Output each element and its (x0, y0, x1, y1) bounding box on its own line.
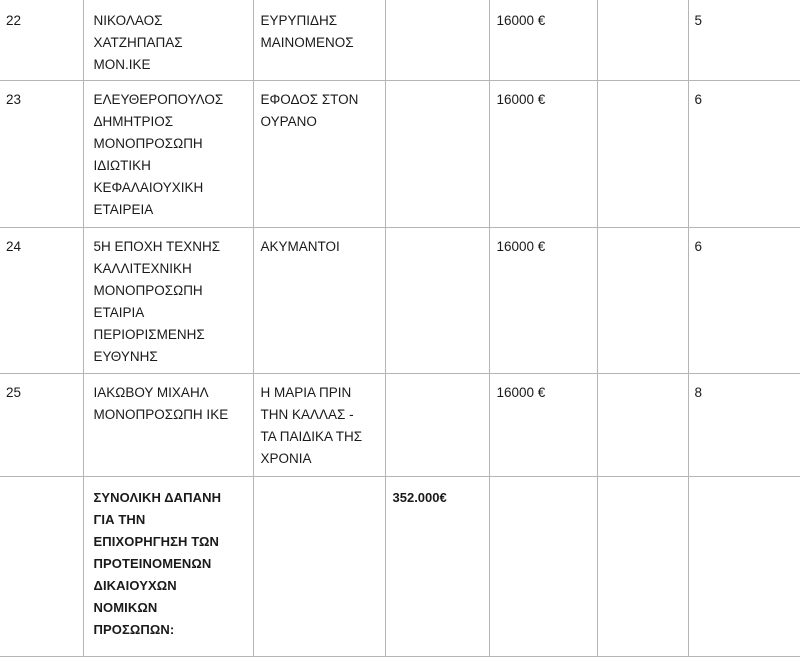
table-row (0, 374, 800, 477)
empty-cell (385, 374, 489, 477)
project-title: ΑΚΥΜΑΝΤΟΙ (253, 228, 385, 374)
project-title: ΕΥΡΥΠΙΔΗΣ ΜΑΙΝΟΜΕΝΟΣ (253, 0, 385, 81)
grant-amount: 16000 € (489, 81, 597, 228)
project-title: ΕΦΟΔΟΣ ΣΤΟΝ ΟΥΡΑΝΟ (253, 81, 385, 228)
empty-cell (597, 81, 688, 228)
score-cell: 6 (688, 228, 800, 374)
empty-cell (597, 374, 688, 477)
row-number: 25 (0, 374, 83, 477)
score-cell: 6 (688, 81, 800, 228)
grant-amount: 16000 € (489, 374, 597, 477)
empty-cell (489, 477, 597, 657)
total-amount: 352.000€ (385, 477, 489, 657)
empty-cell (385, 0, 489, 81)
grant-amount: 16000 € (489, 0, 597, 81)
project-title: Η ΜΑΡΙΑ ΠΡΙΝ ΤΗΝ ΚΑΛΛΑΣ - ΤΑ ΠΑΙΔΙΚΑ ΤΗΣ ΧΡΟΝΙΑ (253, 374, 385, 477)
empty-cell (0, 477, 83, 657)
score-cell: 8 (688, 374, 800, 477)
empty-cell (597, 477, 688, 657)
empty-cell (253, 477, 385, 657)
empty-cell (385, 81, 489, 228)
empty-cell (597, 0, 688, 81)
total-row (0, 477, 800, 657)
score-cell: 5 (688, 0, 800, 81)
company-name: ΕΛΕΥΘΕΡΟΠΟΥΛΟΣ ΔΗΜΗΤΡΙΟΣ ΜΟΝΟΠΡΟΣΩΠΗ ΙΔΙΩΤΙΚΗ ΚΕΦΑΛΑΙΟΥΧΙΚΗ ΕΤΑΙΡΕΙΑ (83, 81, 253, 228)
grant-amount: 16000 € (489, 228, 597, 374)
total-label: ΣΥΝΟΛΙΚΗ ΔΑΠΑΝΗ ΓΙΑ ΤΗΝ ΕΠΙΧΟΡΗΓΗΣΗ ΤΩΝ ΠΡΟΤΕΙΝΟΜΕΝΩΝ ΔΙΚΑΙΟΥΧΩΝ ΝΟΜΙΚΩΝ ΠΡΟΣΩΠΩΝ: (83, 477, 253, 657)
row-number: 24 (0, 228, 83, 374)
empty-cell (597, 228, 688, 374)
row-number: 23 (0, 81, 83, 228)
empty-cell (385, 228, 489, 374)
row-number: 22 (0, 0, 83, 81)
table-row (0, 0, 800, 81)
company-name: 5Η ΕΠΟΧΗ ΤΕΧΝΗΣ ΚΑΛΛΙΤΕΧΝΙΚΗ ΜΟΝΟΠΡΟΣΩΠΗ ΕΤΑΙΡΙΑ ΠΕΡΙΟΡΙΣΜΕΝΗΣ ΕΥΘΥΝΗΣ (83, 228, 253, 374)
empty-cell (688, 477, 800, 657)
company-name: ΝΙΚΟΛΑΟΣ ΧΑΤΖΗΠΑΠΑΣ ΜΟΝ.ΙΚΕ (83, 0, 253, 81)
company-name: ΙΑΚΩΒΟΥ ΜΙΧΑΗΛ ΜΟΝΟΠΡΟΣΩΠΗ ΙΚΕ (83, 374, 253, 477)
table-row (0, 228, 800, 374)
table-row (0, 81, 800, 228)
